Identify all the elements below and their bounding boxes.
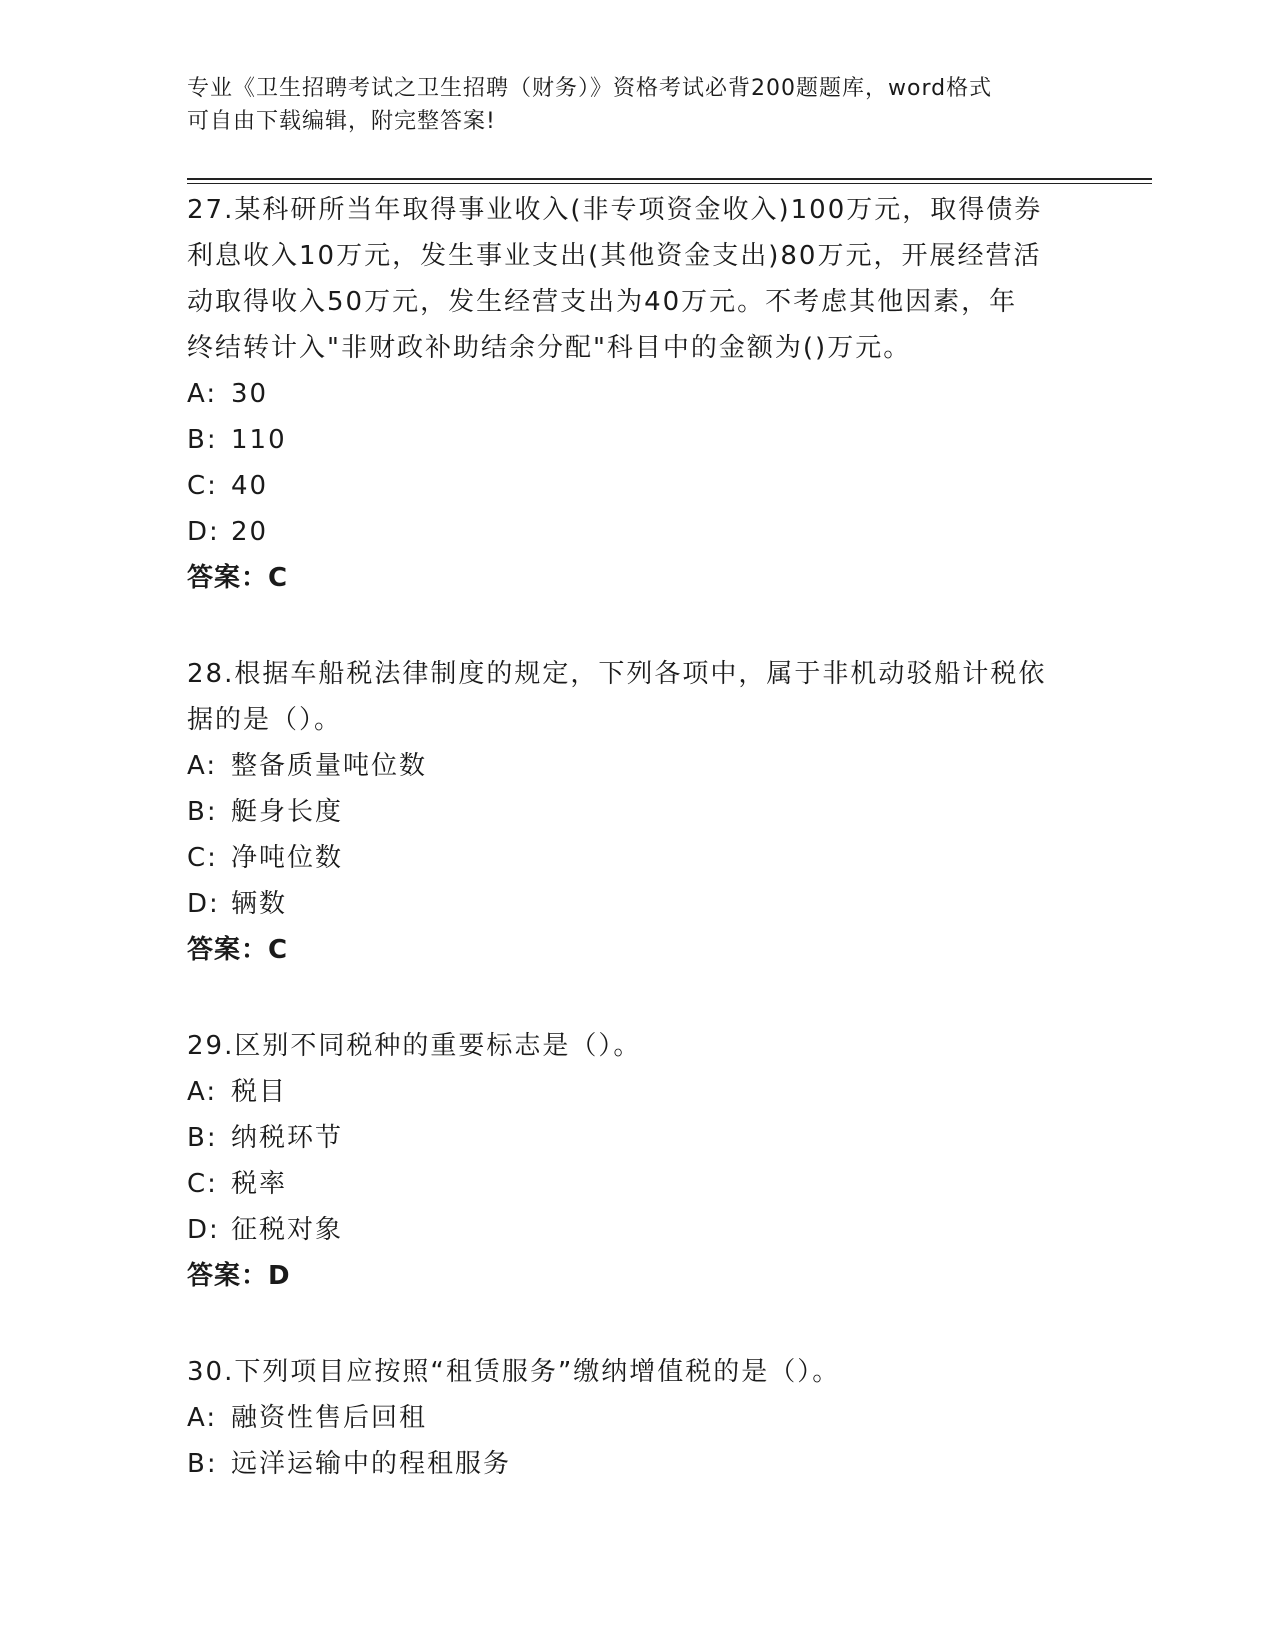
option-c	[187, 463, 1087, 509]
question-stem	[187, 651, 1087, 743]
option-key: D:	[187, 1215, 220, 1245]
option-key: C:	[187, 471, 218, 501]
question-30	[187, 1349, 1087, 1487]
question-stem	[187, 1023, 1087, 1069]
option-text: 征税对象	[231, 1215, 344, 1245]
header-line-1: 专业《卫生招聘考试之卫生招聘（财务）》资格考试必背200题题库，word格式	[187, 76, 993, 101]
answer: 答案：C	[187, 563, 289, 593]
option-key: D:	[187, 889, 220, 919]
question-29	[187, 1023, 1087, 1299]
option-text: 整备质量吨位数	[231, 751, 428, 781]
option-a	[187, 371, 1087, 417]
option-d	[187, 509, 1087, 555]
option-text: 税率	[231, 1169, 288, 1199]
question-27	[187, 187, 1087, 601]
option-text: 40	[231, 471, 269, 501]
option-key: D:	[187, 517, 220, 547]
document-header	[187, 72, 1067, 138]
header-rule-thin	[187, 183, 1152, 184]
option-key: A:	[187, 1077, 218, 1107]
option-text: 纳税环节	[231, 1123, 344, 1153]
stem-line: 28.根据车船税法律制度的规定，下列各项中，属于非机动驳船计税依	[187, 659, 1047, 689]
option-text: 辆数	[231, 889, 288, 919]
option-key: C:	[187, 843, 218, 873]
option-text: 艇身长度	[231, 797, 344, 827]
answer: 答案：C	[187, 935, 289, 965]
option-b	[187, 417, 1087, 463]
option-text: 融资性售后回租	[231, 1403, 428, 1433]
option-a	[187, 1069, 1087, 1115]
option-d	[187, 881, 1087, 927]
option-d	[187, 1207, 1087, 1253]
option-key: B:	[187, 1123, 218, 1153]
stem-line: 终结转计入"非财政补助结余分配"科目中的金额为()万元。	[187, 333, 912, 363]
option-b	[187, 1115, 1087, 1161]
option-text: 110	[231, 425, 287, 455]
option-key: B:	[187, 1449, 218, 1479]
option-text: 20	[231, 517, 269, 547]
question-stem	[187, 1349, 1087, 1395]
stem-line: 30.下列项目应按照“租赁服务”缴纳增值税的是（）。	[187, 1357, 841, 1387]
option-b	[187, 1441, 1087, 1487]
header-rule-thick	[187, 178, 1152, 180]
option-a	[187, 1395, 1087, 1441]
question-list	[187, 187, 1087, 1487]
stem-line: 据的是（）。	[187, 705, 343, 735]
stem-line: 29.区别不同税种的重要标志是（）。	[187, 1031, 642, 1061]
option-key: A:	[187, 379, 218, 409]
stem-line: 27.某科研所当年取得事业收入(非专项资金收入)100万元，取得债券	[187, 195, 1043, 225]
option-c	[187, 1161, 1087, 1207]
stem-line: 利息收入10万元，发生事业支出(其他资金支出)80万元，开展经营活	[187, 241, 1042, 271]
question-28	[187, 651, 1087, 973]
option-c	[187, 835, 1087, 881]
option-text: 税目	[231, 1077, 288, 1107]
option-a	[187, 743, 1087, 789]
option-text: 30	[231, 379, 269, 409]
option-key: A:	[187, 751, 218, 781]
option-key: C:	[187, 1169, 218, 1199]
header-line-2: 可自由下载编辑，附完整答案!	[187, 109, 496, 134]
option-b	[187, 789, 1087, 835]
option-key: B:	[187, 425, 218, 455]
option-text: 净吨位数	[231, 843, 344, 873]
stem-line: 动取得收入50万元，发生经营支出为40万元。不考虑其他因素，年	[187, 287, 1018, 317]
answer: 答案：D	[187, 1261, 291, 1291]
option-key: A:	[187, 1403, 218, 1433]
option-text: 远洋运输中的程租服务	[231, 1449, 512, 1479]
option-key: B:	[187, 797, 218, 827]
question-stem	[187, 187, 1087, 371]
